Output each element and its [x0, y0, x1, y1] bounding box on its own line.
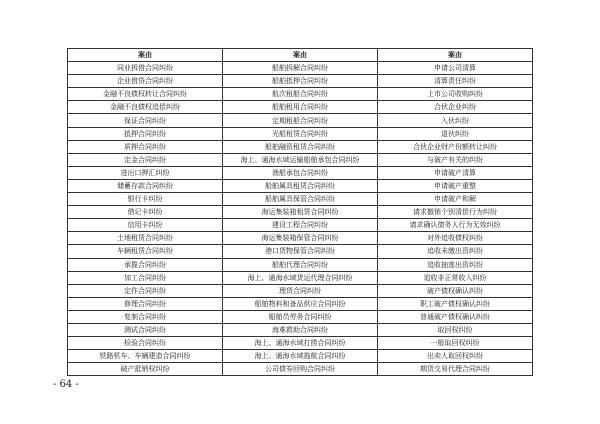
table-cell: 清算责任纠纷	[378, 75, 533, 88]
table-cell: 渔船承包合同纠纷	[223, 166, 378, 179]
table-cell: 加工合同纠纷	[68, 271, 223, 284]
table-row	[68, 179, 533, 192]
table-row	[68, 166, 533, 179]
column-header: 案由	[378, 49, 533, 62]
table-row	[68, 219, 533, 232]
table-header-row	[68, 49, 533, 62]
table-row	[68, 297, 533, 310]
table-cell: 出卖人取回权纠纷	[378, 350, 533, 363]
table-row	[68, 140, 533, 153]
table-cell: 追收非正常收入纠纷	[378, 271, 533, 284]
table-cell: 修理合同纠纷	[68, 297, 223, 310]
table-cell: 入伙纠纷	[378, 114, 533, 127]
table-cell: 理货合同纠纷	[223, 284, 378, 297]
table-row	[68, 245, 533, 258]
table-cell: 破产债权确认纠纷	[378, 284, 533, 297]
table-cell: 船舶员劳务合同纠纷	[223, 310, 378, 323]
table-cell: 退伙纠纷	[378, 127, 533, 140]
table-cell: 职工破产债权确认纠纷	[378, 297, 533, 310]
table-cell: 船舶拆解合同纠纷	[223, 62, 378, 75]
column-header: 案由	[68, 49, 223, 62]
table-row	[68, 127, 533, 140]
table-row	[68, 271, 533, 284]
table-cell: 定金合同纠纷	[68, 153, 223, 166]
table-row	[68, 75, 533, 88]
table-row	[68, 258, 533, 271]
table-cell: 金融不良债权转让合同纠纷	[68, 88, 223, 101]
table-cell: 请求确认债务人行为无效纠纷	[378, 219, 533, 232]
table-cell: 企业借贷合同纠纷	[68, 75, 223, 88]
table-cell: 一般取回权纠纷	[378, 337, 533, 350]
table-cell: 请求撤销个别清偿行为纠纷	[378, 206, 533, 219]
table-cell: 海难救助合同纠纷	[223, 323, 378, 336]
table-cell: 海上、通海水域货运代理合同纠纷	[223, 271, 378, 284]
table-row	[68, 363, 533, 376]
table-cell: 申请破产和解	[378, 193, 533, 206]
table-cell: 银行卡纠纷	[68, 193, 223, 206]
table-cell: 合伙企业纠纷	[378, 101, 533, 114]
table-cell: 信用卡纠纷	[68, 219, 223, 232]
table-cell: 车辆租赁合同纠纷	[68, 245, 223, 258]
table-cell: 建设工程合同纠纷	[223, 219, 378, 232]
table-cell: 船舶属具保管合同纠纷	[223, 193, 378, 206]
table-cell: 船舶代理合同纠纷	[223, 258, 378, 271]
table-cell: 质押合同纠纷	[68, 140, 223, 153]
table-cell: 航次租船合同纠纷	[223, 88, 378, 101]
table-cell: 金融不良债权追偿纠纷	[68, 101, 223, 114]
table-cell: 申请破产重整	[378, 179, 533, 192]
table-cell: 破产抵销权纠纷	[68, 363, 223, 376]
table-cell: 船舶租用合同纠纷	[223, 101, 378, 114]
table-cell: 抵押合同纠纷	[68, 127, 223, 140]
table-cell: 公司债券回购合同纠纷	[223, 363, 378, 376]
table-cell: 海上、通海水域拖航合同纠纷	[223, 350, 378, 363]
table-cell: 定作合同纠纷	[68, 284, 223, 297]
table-cell: 申请破产清算	[378, 166, 533, 179]
table-cell: 储蓄存款合同纠纷	[68, 179, 223, 192]
table-cell: 进出口押汇纠纷	[68, 166, 223, 179]
table-cell: 承揽合同纠纷	[68, 258, 223, 271]
page-number: - 64 -	[53, 379, 79, 390]
table-cell: 与破产有关的纠纷	[378, 153, 533, 166]
table-row	[68, 337, 533, 350]
table-cell: 土地租赁合同纠纷	[68, 232, 223, 245]
table-row	[68, 114, 533, 127]
table-cell: 借记卡纠纷	[68, 206, 223, 219]
table-cell: 追收抽逃出资纠纷	[378, 258, 533, 271]
table-row	[68, 62, 533, 75]
table-cell: 海运集装箱保管合同纠纷	[223, 232, 378, 245]
table-cell: 港口货物保管合同纠纷	[223, 245, 378, 258]
table-cell: 船舶物料和备品供应合同纠纷	[223, 297, 378, 310]
table-cell: 测试合同纠纷	[68, 323, 223, 336]
table-row	[68, 284, 533, 297]
table-cell: 海上、通海水域打捞合同纠纷	[223, 337, 378, 350]
table-cell: 同业拆借合同纠纷	[68, 62, 223, 75]
table-cell: 船舶融资租赁合同纠纷	[223, 140, 378, 153]
table-cell: 船舶属具租赁合同纠纷	[223, 179, 378, 192]
table-row	[68, 193, 533, 206]
table-row	[68, 88, 533, 101]
table-cell: 取回权纠纷	[378, 323, 533, 336]
table-cell: 保证合同纠纷	[68, 114, 223, 127]
table-cell: 普通破产债权确认纠纷	[378, 310, 533, 323]
table-cell: 申请公司清算	[378, 62, 533, 75]
table-cell: 期货交易代理合同纠纷	[378, 363, 533, 376]
column-header: 案由	[223, 49, 378, 62]
table-cell: 船舶抵押合同纠纷	[223, 75, 378, 88]
table-row	[68, 323, 533, 336]
table-cell: 上市公司收购纠纷	[378, 88, 533, 101]
table-row	[68, 232, 533, 245]
table-cell: 追收未缴出资纠纷	[378, 245, 533, 258]
table-cell: 对外追收债权纠纷	[378, 232, 533, 245]
table-cell: 海上、通海水域运输船舶承包合同纠纷	[223, 153, 378, 166]
table-cell: 复制合同纠纷	[68, 310, 223, 323]
table-row	[68, 101, 533, 114]
table-row	[68, 206, 533, 219]
table-cell: 海运集装箱租赁合同纠纷	[223, 206, 378, 219]
table-cell: 铁路机车、车辆建造合同纠纷	[68, 350, 223, 363]
cause-of-action-table	[67, 48, 533, 376]
table-cell: 光船租赁合同纠纷	[223, 127, 378, 140]
table-cell: 检验合同纠纷	[68, 337, 223, 350]
table-row	[68, 310, 533, 323]
table-cell: 定期租船合同纠纷	[223, 114, 378, 127]
table-row	[68, 153, 533, 166]
table-body	[68, 62, 533, 376]
table-row	[68, 350, 533, 363]
table-cell: 合伙企业财产份额转让纠纷	[378, 140, 533, 153]
